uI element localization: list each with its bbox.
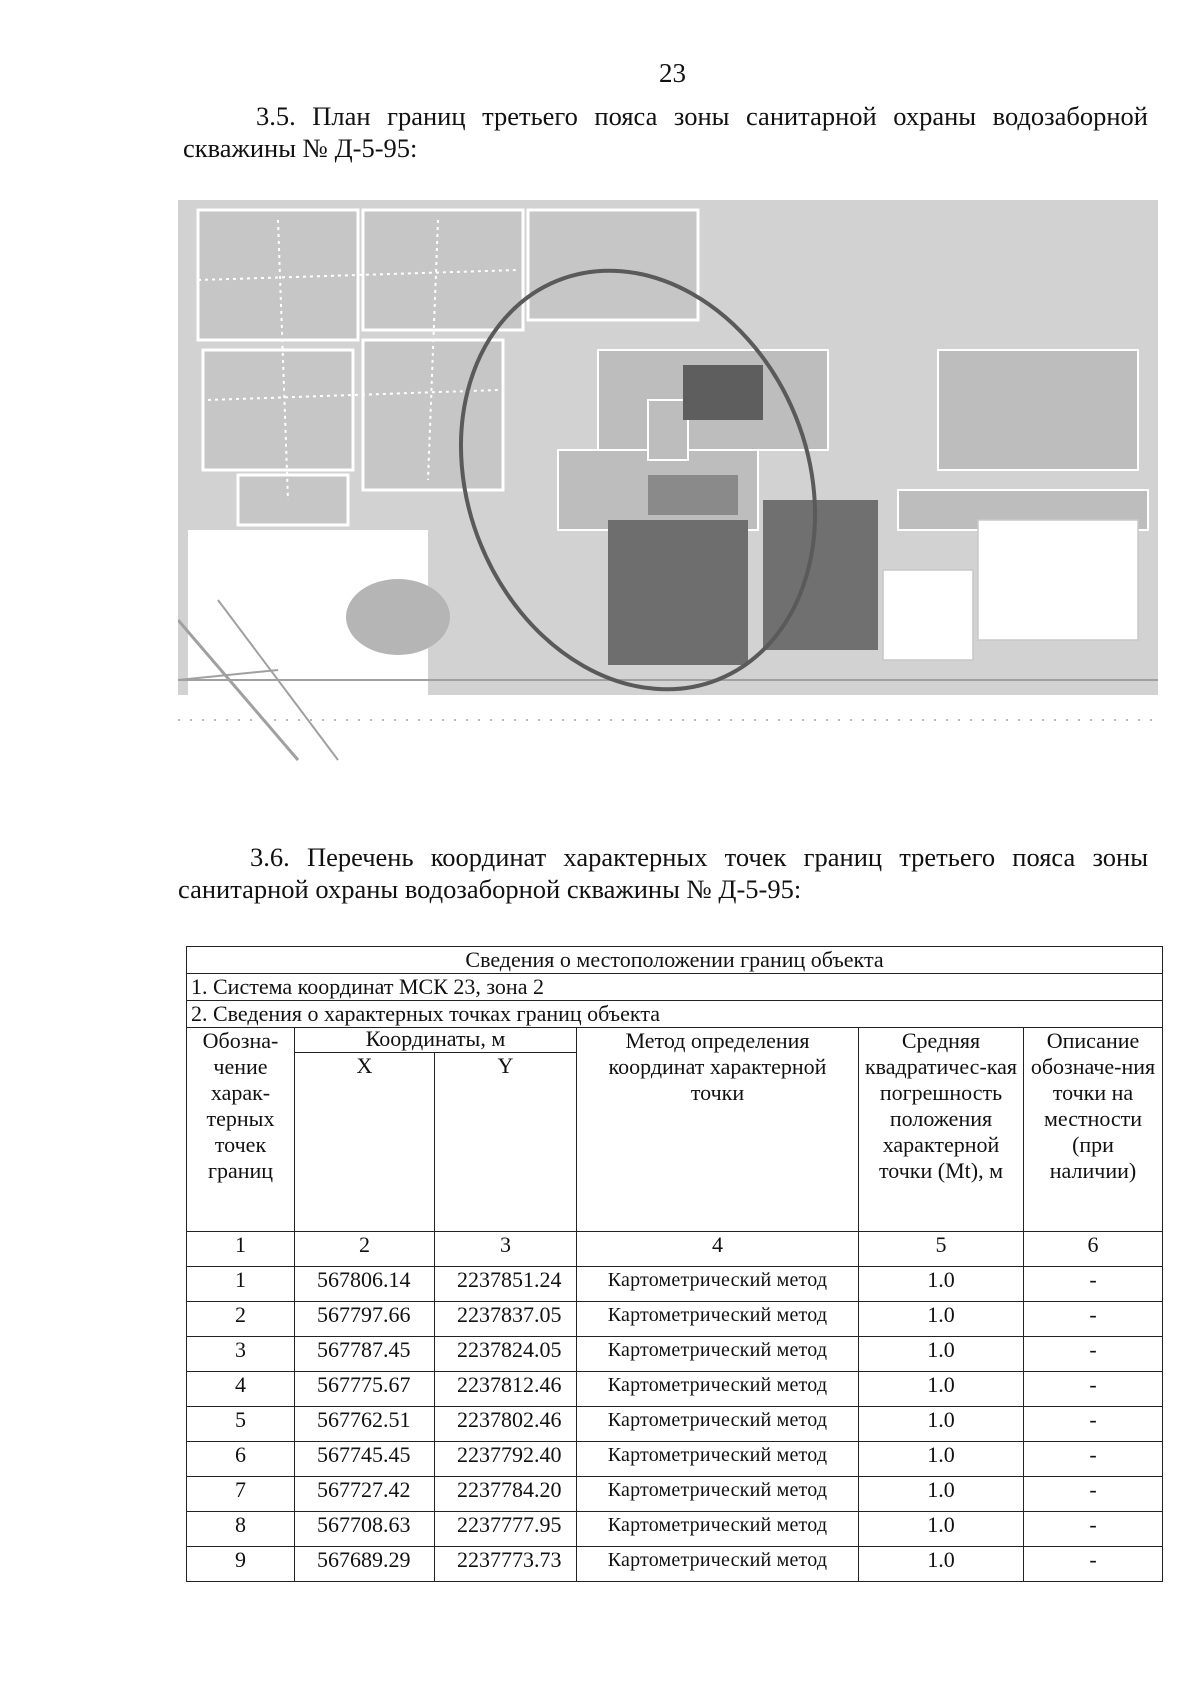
description: - xyxy=(1024,1547,1163,1582)
method: Картометрический метод xyxy=(577,1302,859,1337)
column-number: 5 xyxy=(859,1232,1024,1267)
table-row xyxy=(187,1512,1163,1547)
table-row xyxy=(187,1372,1163,1407)
coord-x: 567689.29 xyxy=(295,1547,435,1582)
point-number: 7 xyxy=(187,1477,295,1512)
coord-x: 567745.45 xyxy=(295,1442,435,1477)
error: 1.0 xyxy=(859,1512,1024,1547)
description: - xyxy=(1024,1302,1163,1337)
coord-x: 567762.51 xyxy=(295,1407,435,1442)
table-row xyxy=(187,1547,1163,1582)
coord-x: 567727.42 xyxy=(295,1477,435,1512)
method: Картометрический метод xyxy=(577,1267,859,1302)
error: 1.0 xyxy=(859,1337,1024,1372)
coord-y: 2237837.05 xyxy=(435,1302,577,1337)
column-number: 1 xyxy=(187,1232,295,1267)
point-number: 3 xyxy=(187,1337,295,1372)
table-row xyxy=(187,1337,1163,1372)
table-row xyxy=(187,1477,1163,1512)
error: 1.0 xyxy=(859,1547,1024,1582)
header-x: X xyxy=(295,1053,435,1232)
error: 1.0 xyxy=(859,1372,1024,1407)
header-method: Метод определения координат характерной точки xyxy=(577,1028,859,1232)
point-number: 6 xyxy=(187,1442,295,1477)
point-number: 4 xyxy=(187,1372,295,1407)
table-row xyxy=(187,1442,1163,1477)
description: - xyxy=(1024,1267,1163,1302)
method: Картометрический метод xyxy=(577,1372,859,1407)
error: 1.0 xyxy=(859,1407,1024,1442)
points-info-row: 2. Сведения о характерных точках границ объекта xyxy=(187,1001,1163,1028)
header-designation: Обозна-чение харак-терных точек границ xyxy=(187,1028,295,1232)
point-number: 1 xyxy=(187,1267,295,1302)
method: Картометрический метод xyxy=(577,1477,859,1512)
coordinates-table xyxy=(186,946,1163,1582)
column-number: 6 xyxy=(1024,1232,1163,1267)
header-coordinates: Координаты, м xyxy=(295,1028,577,1053)
method: Картометрический метод xyxy=(577,1337,859,1372)
pond xyxy=(346,579,450,655)
column-number: 3 xyxy=(435,1232,577,1267)
method: Картометрический метод xyxy=(577,1442,859,1477)
coord-x: 567708.63 xyxy=(295,1512,435,1547)
column-number: 2 xyxy=(295,1232,435,1267)
column-number-row xyxy=(187,1232,1163,1267)
point-number: 9 xyxy=(187,1547,295,1582)
coord-y: 2237773.73 xyxy=(435,1547,577,1582)
point-number: 2 xyxy=(187,1302,295,1337)
header-y: Y xyxy=(435,1053,577,1232)
coord-y: 2237824.05 xyxy=(435,1337,577,1372)
method: Картометрический метод xyxy=(577,1547,859,1582)
coord-y: 2237792.40 xyxy=(435,1442,577,1477)
error: 1.0 xyxy=(859,1477,1024,1512)
header-error: Средняя квадратичес-кая погрешность положения характерной точки (Mt), м xyxy=(859,1028,1024,1232)
coord-y: 2237777.95 xyxy=(435,1512,577,1547)
coord-x: 567775.67 xyxy=(295,1372,435,1407)
description: - xyxy=(1024,1372,1163,1407)
building-dark-top xyxy=(683,365,763,420)
method: Картометрический метод xyxy=(577,1512,859,1547)
description: - xyxy=(1024,1407,1163,1442)
coord-y: 2237784.20 xyxy=(435,1477,577,1512)
header-description: Описание обозначе-ния точки на местности (при наличии) xyxy=(1024,1028,1163,1232)
table-row xyxy=(187,1302,1163,1337)
method: Картометрический метод xyxy=(577,1407,859,1442)
building-dark-large xyxy=(608,520,748,665)
description: - xyxy=(1024,1337,1163,1372)
description: - xyxy=(1024,1512,1163,1547)
coord-x: 567787.45 xyxy=(295,1337,435,1372)
coord-y: 2237802.46 xyxy=(435,1407,577,1442)
table-title: Сведения о местоположении границ объекта xyxy=(187,947,1163,974)
coord-x: 567806.14 xyxy=(295,1267,435,1302)
table-row xyxy=(187,1267,1163,1302)
error: 1.0 xyxy=(859,1442,1024,1477)
coord-x: 567797.66 xyxy=(295,1302,435,1337)
coordinate-system-row: 1. Система координат МСК 23, зона 2 xyxy=(187,974,1163,1001)
point-number: 8 xyxy=(187,1512,295,1547)
table-row xyxy=(187,1407,1163,1442)
description: - xyxy=(1024,1442,1163,1477)
zone-boundary-map xyxy=(178,200,1158,815)
coord-y: 2237812.46 xyxy=(435,1372,577,1407)
section-3-6-heading: 3.6. Перечень координат характерных точек границ третьего пояса зоны санитарной охраны водозаборной скважины № Д-5-95: xyxy=(178,842,1148,904)
page-number: 23 xyxy=(659,58,686,88)
coord-y: 2237851.24 xyxy=(435,1267,577,1302)
column-number: 4 xyxy=(577,1232,859,1267)
error: 1.0 xyxy=(859,1267,1024,1302)
section-3-5-heading: 3.5. План границ третьего пояса зоны санитарной охраны водозаборной скважины № Д-5-95: xyxy=(183,101,1148,163)
description: - xyxy=(1024,1477,1163,1512)
point-number: 5 xyxy=(187,1407,295,1442)
error: 1.0 xyxy=(859,1302,1024,1337)
